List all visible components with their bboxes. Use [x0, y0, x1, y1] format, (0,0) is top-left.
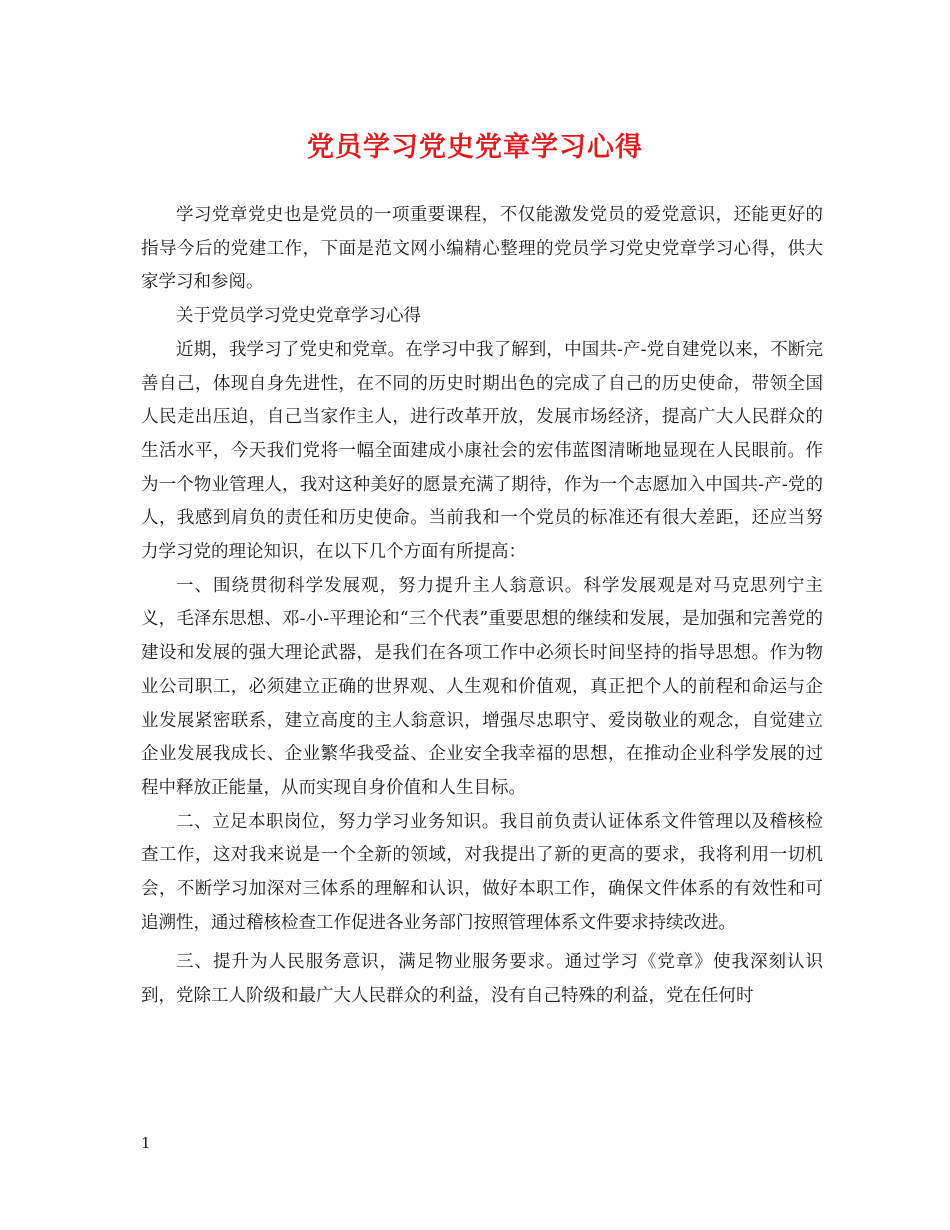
paragraph-point-three: 三、提升为人民服务意识，满足物业服务要求。通过学习《党章》使我深刻认识到，党除工人阶级和最广大人民群众的利益，没有自己特殊的利益，党在任何时: [141, 952, 823, 1007]
document-body: [141, 199, 823, 1014]
document-title: 党员学习党史党章学习心得: [307, 132, 643, 163]
paragraph-intro: 学习党章党史也是党员的一项重要课程，不仅能激发党员的爱党意识，还能更好的指导今后的党建工作，下面是范文网小编精心整理的党员学习党史党章学习心得，供大家学习和参阅。: [141, 205, 823, 293]
page-number: 1: [141, 1134, 151, 1152]
paragraph-main: 近期，我学习了党史和党章。在学习中我了解到，中国共-产-党自建党以来，不断完善自己，体现自身先进性，在不同的历史时期出色的完成了自己的历史使命，带领全国人民走出压迫，自己当家作主人，进行改革开放，发展市场经济，提高广大人民群众的生活水平，今天我们党将一幅全面建成小康社会的宏伟蓝图清晰地显现在人民眼前。作为一个物业管理人，我对这种美好的愿景充满了期待，作为一个志愿加入中国共-产-党的人，我感到肩负的责任和历史使命。当前我和一个党员的标准还有很大差距，还应当努力学习党的理论知识，在以下几个方面有所提高：: [141, 339, 823, 563]
paragraph-point-one: 一、围绕贯彻科学发展观，努力提升主人翁意识。科学发展观是对马克思列宁主义，毛泽东思想、邓-小-平理论和“三个代表”重要思想的继续和发展，是加强和完善党的建设和发展的强大理论武器，是我们在各项工作中必须长时间坚持的指导思想。作为物业公司职工，必须建立正确的世界观、人生观和价值观，真正把个人的前程和命运与企业发展紧密联系，建立高度的主人翁意识，增强尽忠职守、爱岗敬业的观念，自觉建立企业发展我成长、企业繁华我受益、企业安全我幸福的思想，在推动企业科学发展的过程中释放正能量，从而实现自身价值和人生目标。: [141, 575, 823, 798]
paragraph-subheading: 关于党员学习党史党章学习心得: [176, 306, 421, 327]
paragraph-point-two: 二、立足本职岗位，努力学习业务知识。我目前负责认证体系文件管理以及稽核检查工作，这对我来说是一个全新的领域，对我提出了新的更高的要求，我将利用一切机会，不断学习加深对三体系的理解和认识，做好本职工作，确保文件体系的有效性和可追溯性，通过稽核检查工作促进各业务部门按照管理体系文件要求持续改进。: [141, 811, 823, 933]
